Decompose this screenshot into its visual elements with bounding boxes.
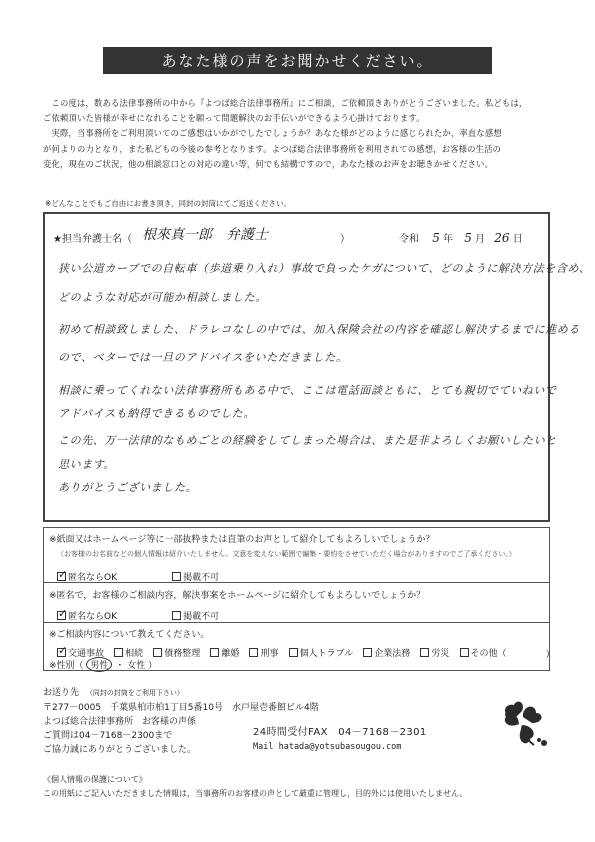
q3-option-other[interactable] xyxy=(460,646,507,659)
q3-question: ※ご相談内容について教えてください。 xyxy=(49,630,210,640)
checkbox[interactable] xyxy=(249,648,258,657)
q1-option-anon-label: 匿名ならOK xyxy=(68,573,117,583)
q3-option-label: その他（ xyxy=(470,649,507,659)
checkbox[interactable] xyxy=(172,611,181,620)
intro-text xyxy=(43,96,559,172)
q3-option-label: 労災 xyxy=(431,649,450,659)
date-day: 26 xyxy=(494,231,510,245)
handwritten-line: 狭い公道カーブでの自転車（歩道乗り入れ）事故で負ったケガについて、どのように解決方法を含め、 xyxy=(58,262,591,275)
date-month: 5 xyxy=(464,231,472,245)
q3-option-personal[interactable] xyxy=(289,646,354,659)
gender-female[interactable]: 女性 xyxy=(127,661,146,671)
handwritten-line: 思います。 xyxy=(58,458,116,471)
date-era: 令和 xyxy=(399,234,419,245)
checkbox-checked[interactable] xyxy=(57,648,66,657)
q3-option-label: 刑事 xyxy=(260,649,279,659)
page-title-banner xyxy=(103,47,492,74)
handwritten-line: 初めて相談致しました、ドラレコなしの中では、加入保険会社の内容を確認し解決するまでに進める xyxy=(58,323,580,336)
q3-option-label: 企業法務 xyxy=(374,649,411,659)
checkbox[interactable] xyxy=(289,648,298,657)
q3-option-labor[interactable] xyxy=(420,646,449,659)
handwritten-line: 相談に乗ってくれない法律事務所もある中で、ここは電話面談ともに、とても親切でていねいで xyxy=(58,384,557,397)
q2-option-anon-label: 匿名ならOK xyxy=(68,612,117,622)
clover-icon xyxy=(492,695,552,755)
q3-option-debt[interactable] xyxy=(153,646,200,659)
q3-option-divorce[interactable] xyxy=(210,646,239,659)
date-day-label: 日 xyxy=(512,234,523,245)
q2-option-anon[interactable] xyxy=(57,609,117,622)
lawyer-label-text: ★担当弁護士名（ xyxy=(53,234,132,245)
lawyer-label xyxy=(53,230,132,245)
checkbox[interactable] xyxy=(153,648,162,657)
comment-form-box[interactable] xyxy=(43,212,550,522)
gender-field xyxy=(49,657,157,672)
handwritten-line: どのような対応が可能か相談しました。 xyxy=(58,291,267,304)
q3-option-label: 個人トラブル xyxy=(299,649,354,659)
privacy-text: この用紙にご記入いただきました情報は，当事務所のお客様の声として厳重に管理し，目的外には使用いたしません。 xyxy=(43,789,468,798)
q3-option-label: 相続 xyxy=(125,649,144,659)
checkbox[interactable] xyxy=(363,648,372,657)
handwritten-line: ので、ベターでは一旦のアドバイスをいただきました。 xyxy=(58,351,348,364)
date-year: 5 xyxy=(432,231,440,245)
thanks: ご協力誠にありがとうございました。 xyxy=(43,745,197,755)
date-year-label: 年 xyxy=(443,234,454,245)
lawyer-close-paren: ） xyxy=(340,234,350,245)
date-month-label: 月 xyxy=(475,234,486,245)
checkbox-checked[interactable] xyxy=(57,611,66,620)
phone: ご質問は04－7168－2300まで xyxy=(43,731,173,741)
q3-option-label: 離婚 xyxy=(221,649,240,659)
intro-line: この度は，数ある法律事務所の中から『よつば総合法律事務所』にご相談，ご依頼頂きありがとうございました。私どもは， xyxy=(43,98,528,108)
checkbox[interactable] xyxy=(210,648,219,657)
privacy-section xyxy=(43,773,467,801)
q3-option-label: 交通事故 xyxy=(68,649,105,659)
q1-option-no-label: 掲載不可 xyxy=(183,573,220,583)
office-name: よつば総合法律事務所 お客様の声係 xyxy=(43,717,197,727)
q1-option-no[interactable] xyxy=(172,570,219,583)
intro-line: 実際，当事務所をご利用頂いてのご感想はいかがでしたでしょうか？あなた様がどのように感じられたか，率直な感想 xyxy=(43,128,502,139)
page-title: あなた様の声をお聞かせください。 xyxy=(161,52,434,70)
intro-line: が何よりの力となり，また私どもの今後の参考となります。よつば総合法律事務所を利用されての感想，お客様の生活の xyxy=(43,143,502,154)
return-note: ※どんなことでもご自由にお書き頂き，同封の封筒にてご返送ください。 xyxy=(45,199,291,208)
q1-option-anon[interactable] xyxy=(57,570,117,583)
checkbox-checked[interactable] xyxy=(57,572,66,581)
q3-option-corporate[interactable] xyxy=(363,646,410,659)
checkbox[interactable] xyxy=(460,648,469,657)
fax: 24時間受付FAX 04－7168－2301 xyxy=(253,727,427,738)
handwritten-line: この先、万一法律的なもめごとの経験をしてしまった場合は、また是非よろしくお願いしたいと xyxy=(58,434,557,447)
send-to xyxy=(43,685,184,698)
gender-separator: ・ xyxy=(115,661,125,671)
q2-option-no[interactable] xyxy=(172,609,219,622)
checkbox[interactable] xyxy=(114,648,123,657)
email: Mail hatada@yotsubasougou.com xyxy=(253,742,402,752)
lawyer-name-handwritten: 根來真一郎 弁護士 xyxy=(142,227,268,243)
handwritten-line: アドバイスも納得できるものでした。 xyxy=(58,407,255,420)
send-to-label: お送り先 xyxy=(43,688,80,698)
q2-options xyxy=(57,605,219,624)
send-to-note: （同封の封筒をご利用下さい） xyxy=(85,689,184,697)
gender-male-circled[interactable]: 男性 xyxy=(86,657,112,672)
intro-line: 変化，現在のご状況，他の相談窓口との対応の違い等，何でも結構ですので，あなた様のお声をお聴きかせください。 xyxy=(43,158,494,169)
q3-option-label: 債務整理 xyxy=(164,649,201,659)
q1-subnote: （お客様のお名前などの個人情報は紹介いたしません。文意を変えない範囲で編集・要約をさせていただく場合がありますのでご了承ください。） xyxy=(57,550,516,558)
q1-question: ※紙面又はホームページ等に一部抜粋または直筆のお声として紹介してもよろしいでしょうか？ xyxy=(49,535,435,545)
q3-option-criminal[interactable] xyxy=(249,646,278,659)
q3-option-other-close: ） xyxy=(545,650,555,660)
postal-address: 〒277－0005 千葉県柏市柏1丁目5番10号 水戸屋壱番館ビル4階 xyxy=(43,703,319,713)
privacy-title: 《個人情報の保護について》 xyxy=(43,775,147,784)
gender-label: ※性別（ xyxy=(49,661,84,671)
checkbox[interactable] xyxy=(420,648,429,657)
checkbox[interactable] xyxy=(172,572,181,581)
gender-close: ） xyxy=(148,661,158,671)
intro-line: ご依頼頂いた皆様が幸せになれることを願って問題解決のお手伝いができるよう心掛けております。 xyxy=(43,113,425,124)
q2-option-no-label: 掲載不可 xyxy=(183,612,220,622)
handwritten-line: ありがとうございました。 xyxy=(58,481,198,494)
date-field xyxy=(399,230,523,245)
q2-question: ※匿名で，お客様のご相談内容，解決事案をホームページに紹介してもよろしいでしょうか？ xyxy=(49,591,426,601)
